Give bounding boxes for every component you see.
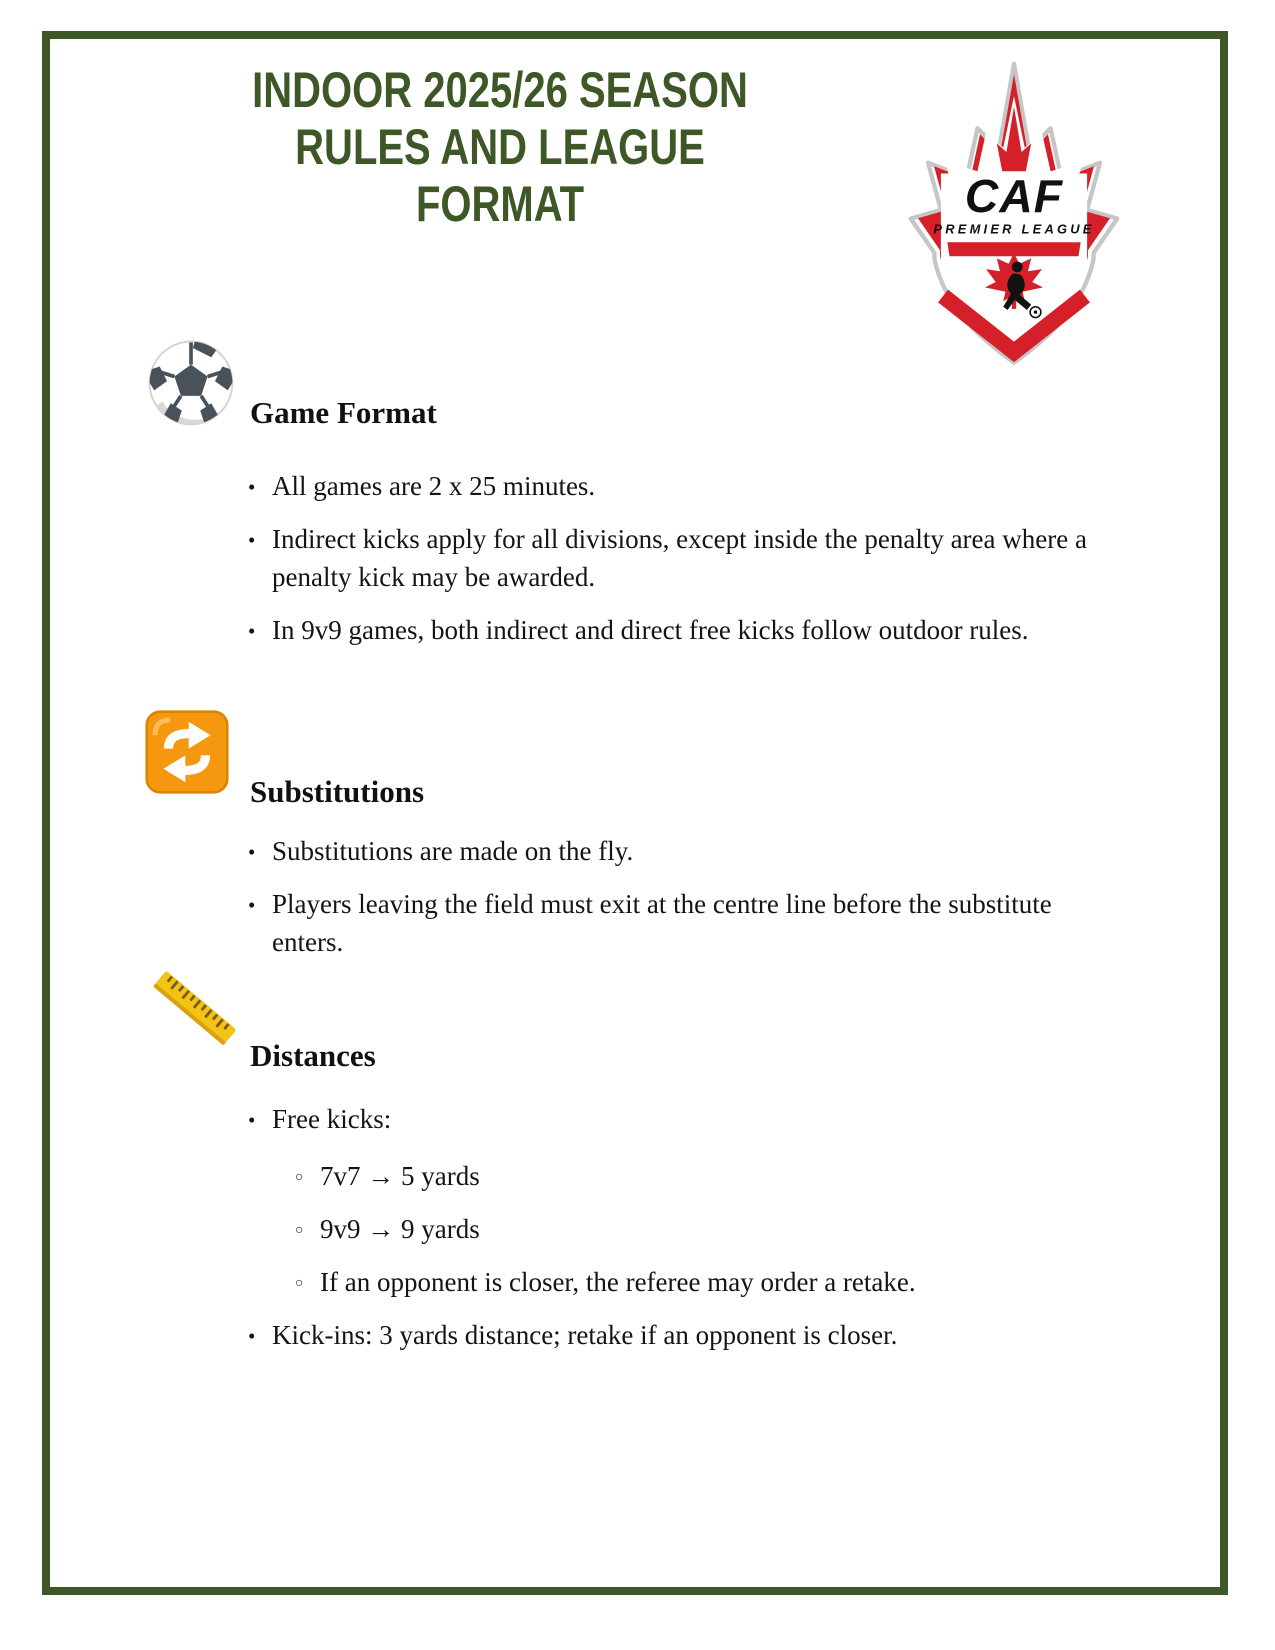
logo-caf-text: CAF <box>964 170 1064 223</box>
list-item: • Kick-ins: 3 yards distance; retake if an opponent is closer. <box>272 1316 1117 1354</box>
substitutions-heading: Substitutions <box>250 774 425 809</box>
game-format-heading: Game Format <box>250 395 437 430</box>
list-item: ○ 7v7 → 5 yards <box>320 1157 1110 1195</box>
logo-premier-league-text: PREMIER LEAGUE <box>933 221 1095 237</box>
section-header <box>145 337 1135 429</box>
document-title-line-2: RULES AND LEAGUE FORMAT <box>295 119 705 232</box>
section-header <box>145 710 1135 809</box>
section-distances <box>145 968 1135 1354</box>
list-item: ○ If an opponent is closer, the referee may order a retake. <box>320 1263 1110 1301</box>
game-format-list <box>145 467 1135 649</box>
repeat-arrows-icon <box>145 710 229 794</box>
icon-box <box>145 968 240 1050</box>
list-item: ○ 9v9 → 9 yards <box>320 1210 1110 1248</box>
list-item: • In 9v9 games, both indirect and direct free kicks follow outdoor rules. <box>272 611 1117 649</box>
section-header <box>145 968 1135 1073</box>
document-title <box>216 62 784 233</box>
section-game-format <box>145 337 1135 649</box>
section-substitutions <box>145 710 1135 961</box>
icon-box <box>145 337 240 429</box>
free-kicks-sublist <box>272 1157 1117 1301</box>
ruler-icon <box>145 968 243 1050</box>
list-item: • All games are 2 x 25 minutes. <box>272 467 1117 505</box>
list-item: • Substitutions are made on the fly. <box>272 832 1117 870</box>
substitutions-list <box>145 832 1135 961</box>
list-item: • Players leaving the field must exit at the centre line before the substitute enters. <box>272 885 1117 961</box>
document-title-line-1: INDOOR 2025/26 SEASON <box>252 62 748 118</box>
distances-heading: Distances <box>250 1038 376 1073</box>
list-item: • Indirect kicks apply for all divisions, except inside the penalty area where a penalty kick may be awarded. <box>272 520 1117 596</box>
distances-list <box>145 1100 1135 1354</box>
soccer-ball-icon <box>145 337 237 429</box>
icon-box <box>145 710 240 794</box>
list-item <box>272 1100 1117 1301</box>
document-content <box>145 62 1135 1354</box>
free-kicks-label: Free kicks: <box>272 1104 392 1134</box>
